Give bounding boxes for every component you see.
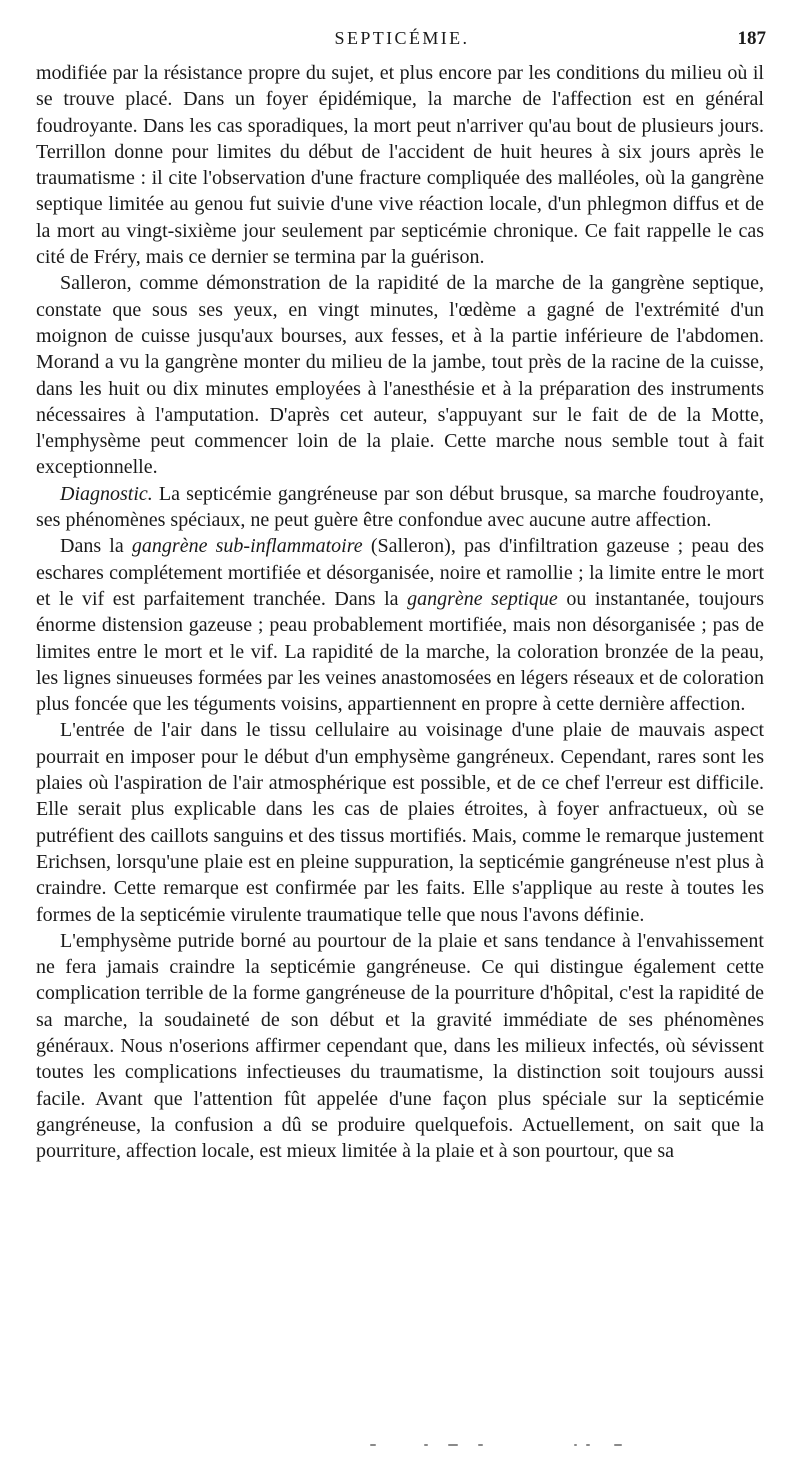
page-header <box>36 28 768 58</box>
text-run: ou instantanée, toujours énorme distension gazeuse ; peau probablement mortifiée, mais non désorganisée ; pas de limites entre le mort et le vif. La rapidité de la marche, la coloration bronzée de la peau, les lignes sinueuses formées par les veines anastomosées en légers réseaux et de coloration plus foncée que les téguments voisins, appartiennent en propre à cette dernière affection. <box>36 587 764 716</box>
running-title: SEPTICÉMIE. <box>334 28 470 48</box>
body-text <box>36 60 764 1164</box>
page-number: 187 <box>737 28 766 49</box>
paragraph-air-entry: L'entrée de l'air dans le tissu cellulaire au voisinage d'une plaie de mauvais aspect pourrait en imposer pour le début d'un emphysème gangréneux. Cependant, rares sont les plaies où l'aspiration de l'air atmosphérique est possible, et de ce chef l'erreur est difficile. Elle serait plus explicable dans les cas de plaies étroites, à foyer anfractueux, où se putréfient des caillots sanguins et des tissus mortifiés. Mais, comme le remarque justement Erichsen, lorsqu'une plaie est en pleine suppuration, la septicémie gangréneuse n'est plus à craindre. Cette remarque est confirmée par les faits. Elle s'applique au reste à toutes les formes de la septicémie virulente traumatique telle que nous l'avons définie. <box>36 719 764 926</box>
diagnostic-text: La septicémie gangréneuse par son début brusque, sa marche foudroyante, ses phénomènes spéciaux, ne peut guère être confondue avec aucune autre affection. <box>36 482 764 532</box>
section-heading-diagnostic: Diagnostic. <box>60 482 153 505</box>
paragraph-diagnostic <box>36 481 764 534</box>
paragraph-gangrene-types <box>36 533 764 717</box>
text-run: Dans la <box>60 535 132 558</box>
paragraph-emphysema: L'emphysème putride borné au pourtour de la plaie et sans tendance à l'envahissement ne fera jamais craindre la septicémie gangréneuse. Ce qui distingue également cette complication terrible de la forme gangréneuse de la pourriture d'hôpital, c'est la rapidité de sa marche, la soudaineté de son début et la gravité immédiate de ses phénomènes généraux. Nous n'oserions affirmer cependant que, dans les milieux infectés, où sévissent toutes les complications infectieuses du traumatisme, la distinction soit toujours aussi facile. Avant que l'attention fût appelée d'une façon plus spéciale sur la septicémie gangréneuse, la confusion a dû se produire quelquefois. Actuellement, on sait que la pourriture, affection locale, est mieux limitée à la plaie et à son pourtour, que sa <box>36 929 764 1163</box>
print-residue <box>360 1440 660 1450</box>
text-run: (Salleron), pas d'infiltration gazeuse ; peau des eschares complétement mortifiée et désorganisée, noire et ramollie ; la limite entre le mort et le vif est parfaitement tranchée. Dans la <box>36 535 764 610</box>
italic-term-sub-inflammatoire: gangrène sub-inflammatoire <box>131 535 363 558</box>
paragraph-salleron: Salleron, comme démonstration de la rapidité de la marche de la gangrène septique, constate que sous ses yeux, en vingt minutes, l'œdème a gagné de l'extrémité d'un moignon de cuisse jusqu'aux bourses, aux fesses, et à la partie inférieure de l'abdomen. Morand a vu la gangrène monter du milieu de la jambe, tout près de la racine de la cuisse, dans les huit ou dix minutes employées à l'anesthésie et à la préparation des instruments nécessaires à l'amputation. D'après cet auteur, s'appuyant sur le fait de de la Motte, l'emphysème peut commencer loin de la plaie. Cette marche nous semble tout à fait exceptionnelle. <box>36 272 764 479</box>
italic-term-gangrene-septique: gangrène septique <box>407 587 558 610</box>
paragraph-continued: modifiée par la résistance propre du sujet, et plus encore par les conditions du milieu où il se trouve placé. Dans un foyer épidémique, la marche de l'affection est en général foudroyante. Dans les cas sporadiques, la mort peut n'arriver qu'au bout de plusieurs jours. Terrillon donne pour limites du début de l'accident de huit heures à six jours après le traumatisme : il cite l'observation d'une fracture compliquée des malléoles, où la gangrène septique limitée au genou fut suivie d'une vive réaction locale, d'un phlegmon diffus et de la mort au vingt-sixième jour seulement par septicémie chronique. Ce fait rappelle le cas cité de Fréry, mais ce dernier se termina par la guérison. <box>36 62 764 269</box>
